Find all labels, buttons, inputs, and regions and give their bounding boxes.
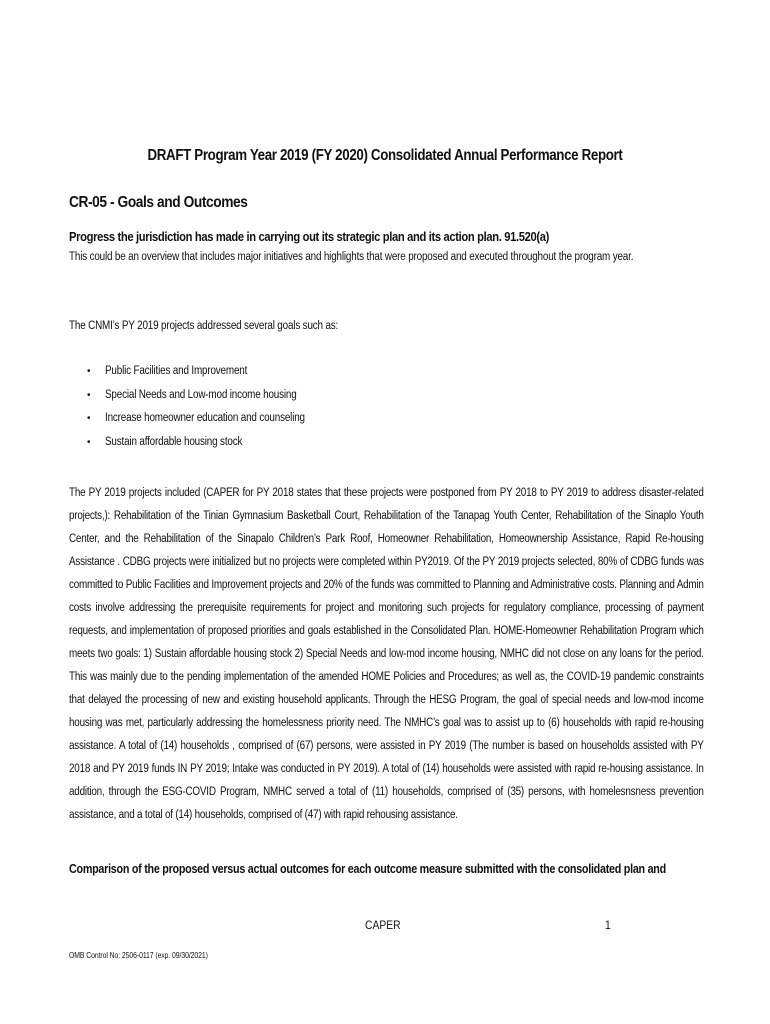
list-item: [87, 412, 337, 436]
omb-control-number: OMB Control No: 2506-0117 (exp. 09/30/2021): [69, 951, 208, 960]
list-item: [87, 436, 337, 460]
list-item: [87, 365, 337, 389]
subheading: Progress the jurisdiction has made in carrying out its strategic plan and its action plan. 91.520(a): [69, 229, 550, 244]
goals-list: [87, 365, 337, 459]
goal-text: Public Facilities and Improvement: [105, 365, 248, 377]
list-item: [87, 389, 337, 413]
footer-label: CAPER: [365, 918, 401, 932]
goal-text: Sustain affordable housing stock: [105, 435, 243, 448]
bullet-icon: •: [87, 413, 91, 424]
body-paragraph: The PY 2019 projects included (CAPER for PY 2018 states that these projects were postponed from PY 2018 to PY 2019 to address disaster-related projects,): Rehabilitation of the Tinian Gymnasium Basketball Court, Rehabilitation of the Tanapag Youth Center, Rehabilitation of the Sinaplo Youth Center, and the Rehabilitation of the Sinapalo Children’s Park Roof, Homeowner Rehabilitation, Homeownership Assistance, Rapid Re-housing Assistance . CDBG projects were initialized but no projects were completed within PY2019. Of the PY 2019 projects selected, 80% of CDBG funds was committed to Public Facilities and Improvement projects and 20% of the funds was committed to Planning and Administrative costs. Planning and Admin costs involve addressing the prerequisite requirements for project and monitoring such projects for regulatory compliance, processing of payment requests, and implementation of proposed priorities and goals established in the Consolidated Plan. HOME-Homeowner Rehabilitation Program which meets two goals: 1) Sustain affordable housing stock 2) Special Needs and low-mod income housing, NMHC did not close on any loans for the period. This was mainly due to the pending implementation of the amended HOME Policies and Procedures; as well as, the COVID-19 pandemic constraints that delayed the processing of new and existing household applicants. Through the HESG Program, the goal of special needs and low-mod income housing was met, particularly addressing the homelessness priority need. The NMHC’s goal was to assist up to (6) households with rapid re-housing assistance. A total of (14) households , comprised of (67) persons, were assisted in PY 2019 (The number is based on households assisted with PY 2018 and PY 2019 funds IN PY 2019; Intake was conducted in PY 2019). A total of (14) households were assisted with rapid re-housing assistance. In addition, through the ESG-COVID Program, NMHC served a total of (11) households, comprised of (35) persons, with homelesnsness prevention assistance, and a total of (14) households, comprised of (47) with rapid rehousing assistance.: [69, 487, 704, 821]
comparison-heading: Comparison of the proposed versus actual outcomes for each outcome measure submitted with the consolidated plan and: [69, 862, 666, 876]
goal-text: Special Needs and Low-mod income housing: [105, 388, 297, 401]
document-title: DRAFT Program Year 2019 (FY 2020) Consolidated Annual Performance Report: [147, 147, 623, 164]
bullet-icon: •: [87, 389, 91, 401]
goals-intro-text: The CNMI’s PY 2019 projects addressed several goals such as:: [69, 320, 339, 332]
intro-text: This could be an overview that includes major initiatives and highlights that were proposed and executed throughout the program year.: [69, 251, 634, 263]
goal-text: Increase homeowner education and counseling: [105, 412, 305, 424]
section-heading: CR-05 - Goals and Outcomes: [69, 194, 248, 211]
bullet-icon: •: [87, 436, 91, 448]
page-number: 1: [605, 918, 611, 932]
bullet-icon: •: [87, 366, 91, 377]
